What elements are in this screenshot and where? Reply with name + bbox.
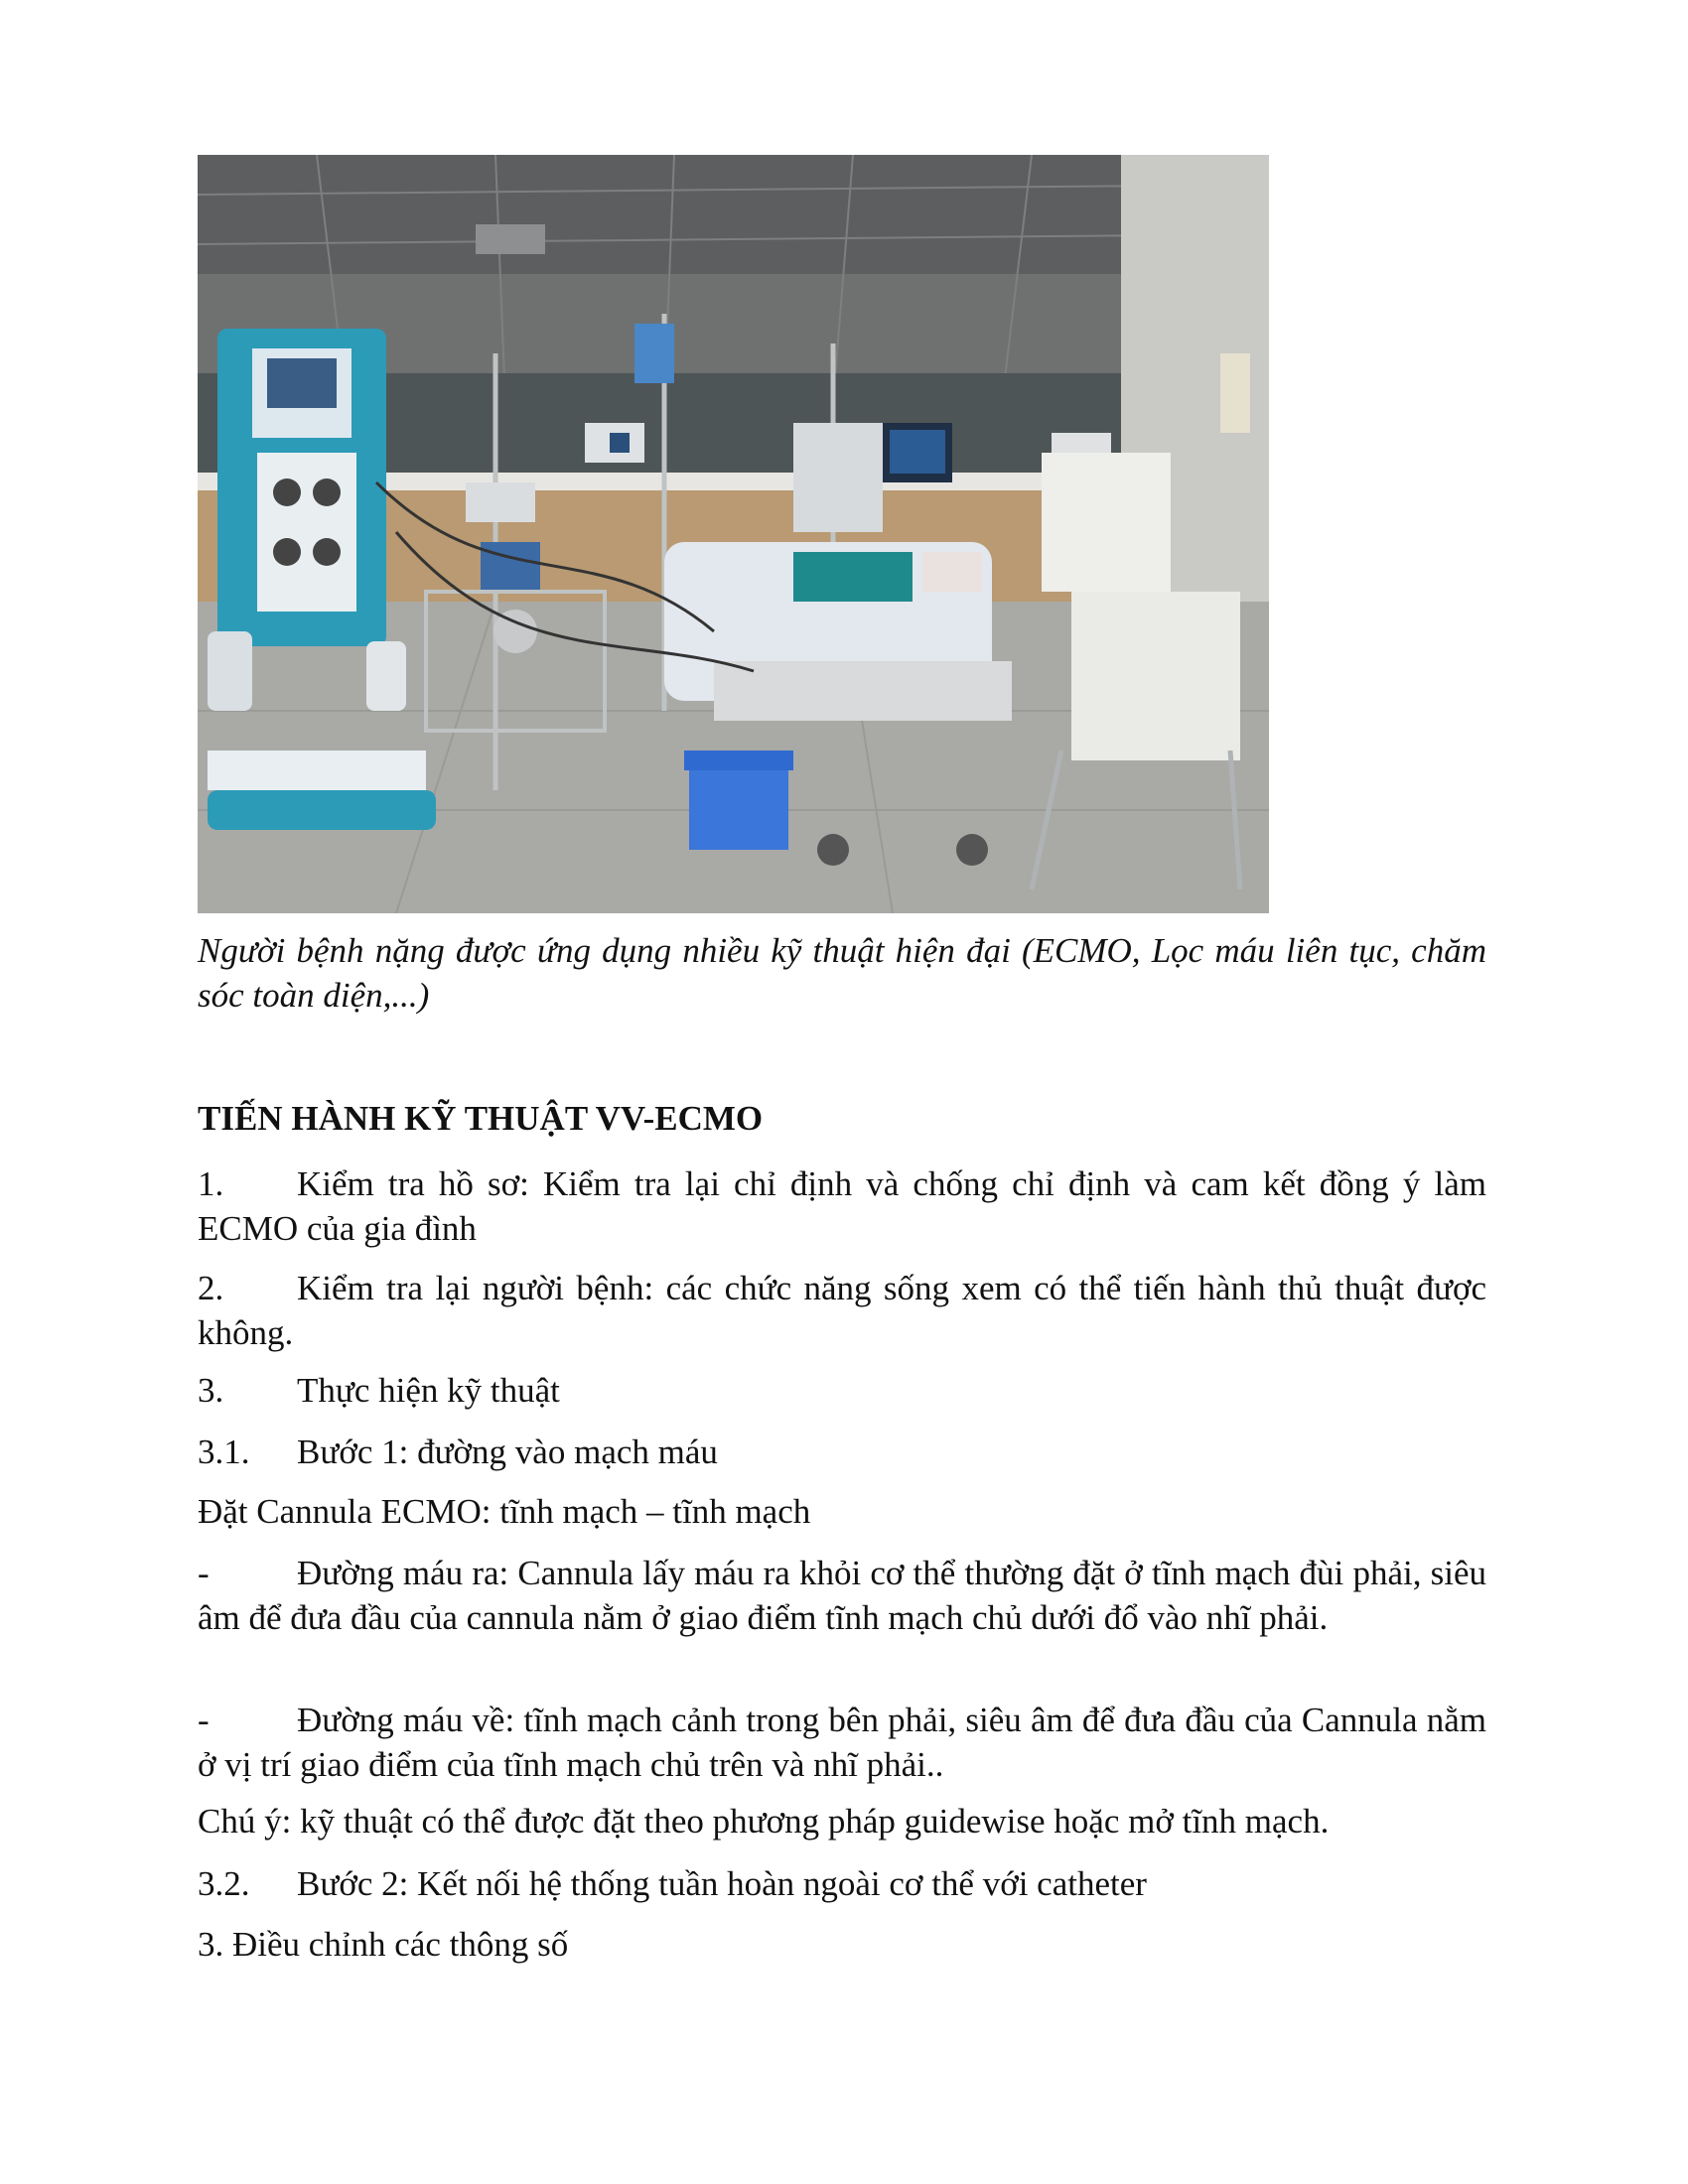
paragraph-text: Chú ý: kỹ thuật có thể được đặt theo phương pháp guidewise hoặc mở tĩnh mạch. xyxy=(198,1802,1330,1841)
icu-photo xyxy=(198,155,1269,913)
list-item-2 xyxy=(198,1266,1486,1355)
paragraph-cannula xyxy=(198,1489,1486,1534)
list-item-label: 3.2. xyxy=(198,1864,250,1903)
list-item-text: Bước 2: Kết nối hệ thống tuần hoàn ngoài cơ thể với catheter xyxy=(297,1864,1147,1903)
paragraph-adjust xyxy=(198,1922,1486,1967)
list-item-text: Bước 1: đường vào mạch máu xyxy=(297,1433,718,1471)
bullet-label: - xyxy=(198,1701,210,1739)
list-item-text: Thực hiện kỹ thuật xyxy=(297,1371,560,1410)
bullet-label: - xyxy=(198,1554,210,1592)
photo-caption: Người bệnh nặng được ứng dụng nhiều kỹ thuật hiện đại (ECMO, Lọc máu liên tục, chăm sóc toàn diện,...) xyxy=(198,931,1486,1015)
list-item-label: 3.1. xyxy=(198,1433,250,1471)
list-item-label: 1. xyxy=(198,1164,224,1203)
list-item-text: Kiểm tra lại người bệnh: các chức năng sống xem có thể tiến hành thủ thuật được không. xyxy=(198,1269,1486,1352)
list-item-3 xyxy=(198,1368,1486,1413)
list-item-3-1 xyxy=(198,1430,1486,1474)
bullet-text: Đường máu ra: Cannula lấy máu ra khỏi cơ thể thường đặt ở tĩnh mạch đùi phải, siêu âm để đưa đầu của cannula nằm ở giao điểm tĩnh mạch chủ dưới đổ vào nhĩ phải. xyxy=(198,1554,1486,1637)
list-item-label: 3. xyxy=(198,1371,224,1410)
bullet-outflow xyxy=(198,1551,1486,1640)
icu-photo-illustration xyxy=(198,155,1269,913)
section-heading: TIẾN HÀNH KỸ THUẬT VV-ECMO xyxy=(198,1099,764,1138)
paragraph-note xyxy=(198,1799,1486,1843)
paragraph-text: Đặt Cannula ECMO: tĩnh mạch – tĩnh mạch xyxy=(198,1492,811,1531)
paragraph-text: 3. Điều chỉnh các thông số xyxy=(198,1925,569,1964)
list-item-3-2 xyxy=(198,1861,1486,1906)
list-item-text: Kiểm tra hồ sơ: Kiểm tra lại chỉ định và chống chỉ định và cam kết đồng ý làm ECMO của gia đình xyxy=(198,1164,1486,1248)
bullet-return xyxy=(198,1698,1486,1787)
list-item-label: 2. xyxy=(198,1269,224,1307)
bullet-text: Đường máu về: tĩnh mạch cảnh trong bên phải, siêu âm để đưa đầu của Cannula nằm ở vị trí giao điểm của tĩnh mạch chủ trên và nhĩ phải.. xyxy=(198,1701,1486,1784)
list-item-1 xyxy=(198,1161,1486,1251)
